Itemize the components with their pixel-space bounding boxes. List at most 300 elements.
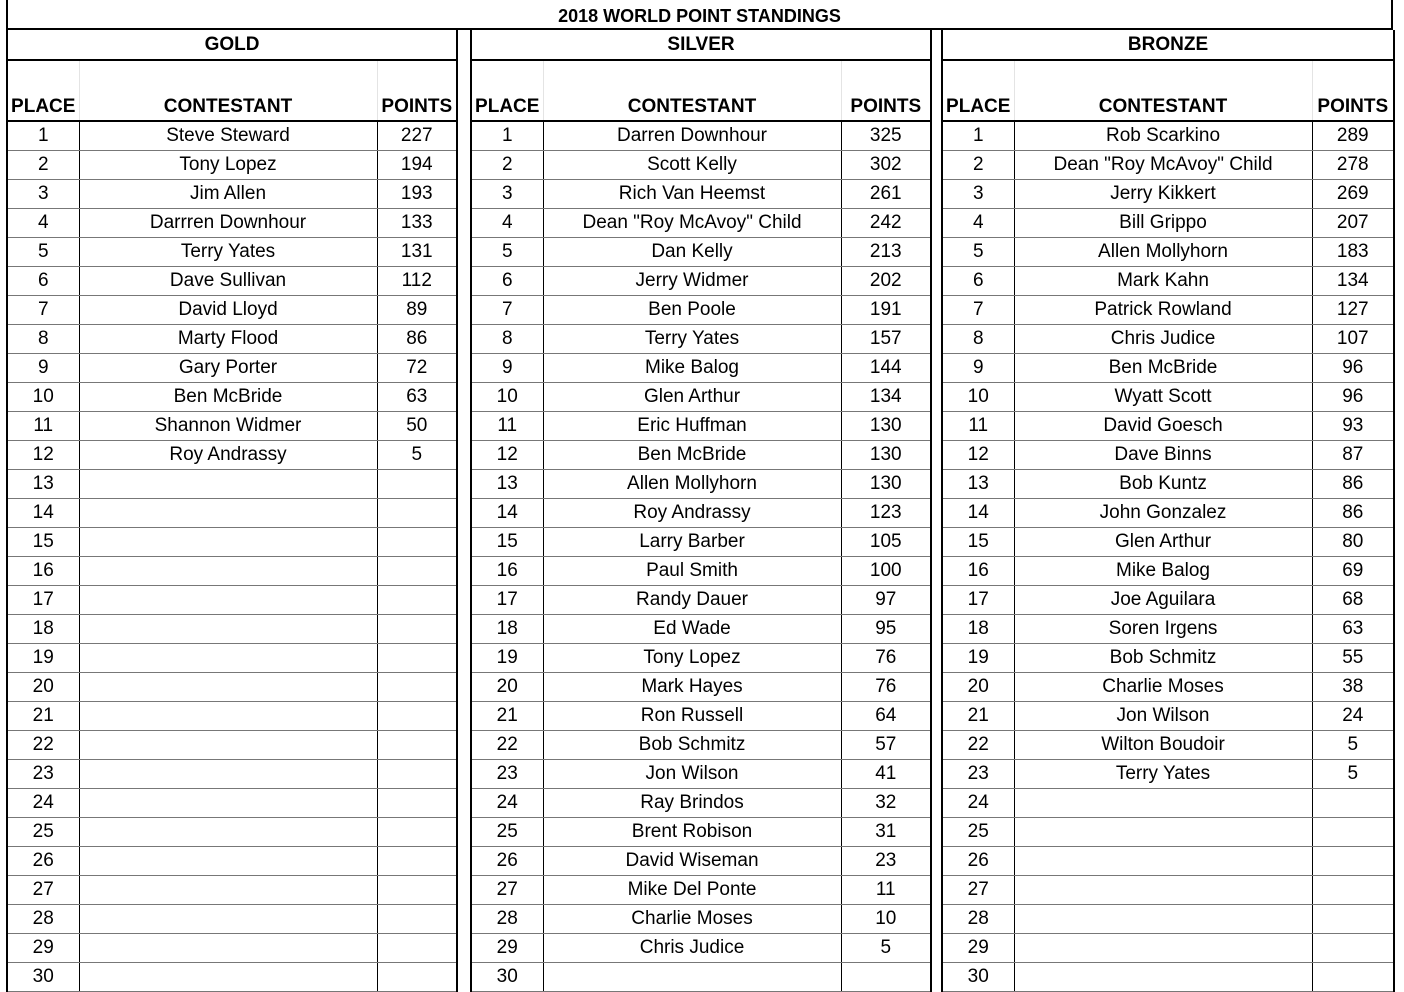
points-cell: 63 xyxy=(1312,615,1394,644)
contestant-cell xyxy=(79,586,377,615)
table-row xyxy=(942,760,1394,789)
contestant-header: CONTESTANT xyxy=(79,60,377,121)
place-cell: 4 xyxy=(942,209,1014,238)
points-cell: 302 xyxy=(841,151,931,180)
table-row xyxy=(7,383,457,412)
table-row xyxy=(7,296,457,325)
contestant-cell: Roy Andrassy xyxy=(79,441,377,470)
table-row xyxy=(7,702,457,731)
points-cell: 157 xyxy=(841,325,931,354)
table-row xyxy=(471,557,931,586)
contestant-cell: Shannon Widmer xyxy=(79,412,377,441)
contestant-cell: Mike Del Ponte xyxy=(543,876,841,905)
table-row xyxy=(471,789,931,818)
place-cell: 2 xyxy=(7,151,79,180)
contestant-cell: Mike Balog xyxy=(1014,557,1312,586)
table-row xyxy=(471,151,931,180)
contestant-cell: Ray Brindos xyxy=(543,789,841,818)
contestant-cell xyxy=(79,644,377,673)
place-cell: 22 xyxy=(942,731,1014,760)
table-row xyxy=(471,905,931,934)
points-cell: 24 xyxy=(1312,702,1394,731)
table-row xyxy=(7,499,457,528)
table-row xyxy=(7,238,457,267)
contestant-cell xyxy=(1014,963,1312,992)
place-cell: 18 xyxy=(471,615,543,644)
points-cell: 207 xyxy=(1312,209,1394,238)
contestant-cell: Randy Dauer xyxy=(543,586,841,615)
points-cell: 213 xyxy=(841,238,931,267)
table-row xyxy=(7,470,457,499)
place-cell: 9 xyxy=(7,354,79,383)
points-cell: 96 xyxy=(1312,383,1394,412)
points-cell xyxy=(377,644,457,673)
contestant-cell: Marty Flood xyxy=(79,325,377,354)
place-cell: 23 xyxy=(471,760,543,789)
contestant-cell: Tony Lopez xyxy=(543,644,841,673)
table-row xyxy=(471,818,931,847)
points-cell: 86 xyxy=(1312,499,1394,528)
contestant-cell: Bill Grippo xyxy=(1014,209,1312,238)
place-cell: 17 xyxy=(471,586,543,615)
place-cell: 12 xyxy=(7,441,79,470)
table-row xyxy=(471,673,931,702)
contestant-cell: Ben McBride xyxy=(79,383,377,412)
points-cell xyxy=(1312,876,1394,905)
table-row xyxy=(942,383,1394,412)
points-cell xyxy=(377,470,457,499)
contestant-cell: Allen Mollyhorn xyxy=(1014,238,1312,267)
contestant-cell: Jon Wilson xyxy=(1014,702,1312,731)
contestant-cell: Terry Yates xyxy=(1014,760,1312,789)
contestant-cell: Bob Kuntz xyxy=(1014,470,1312,499)
place-cell: 1 xyxy=(942,121,1014,151)
points-cell: 5 xyxy=(841,934,931,963)
table-row xyxy=(471,296,931,325)
contestant-header: CONTESTANT xyxy=(543,60,841,121)
contestant-cell: Glen Arthur xyxy=(543,383,841,412)
points-cell: 95 xyxy=(841,615,931,644)
contestant-cell xyxy=(79,731,377,760)
contestant-cell xyxy=(79,847,377,876)
table-row xyxy=(471,760,931,789)
table-row xyxy=(942,644,1394,673)
contestant-cell: Ben McBride xyxy=(543,441,841,470)
points-cell xyxy=(377,963,457,992)
points-cell: 5 xyxy=(377,441,457,470)
place-cell: 16 xyxy=(942,557,1014,586)
contestant-cell: Darren Downhour xyxy=(543,121,841,151)
table-row xyxy=(942,557,1394,586)
points-cell: 89 xyxy=(377,296,457,325)
contestant-cell xyxy=(79,528,377,557)
table-row xyxy=(471,354,931,383)
points-cell: 41 xyxy=(841,760,931,789)
table-row xyxy=(942,528,1394,557)
standings-table xyxy=(6,30,458,992)
points-cell: 134 xyxy=(841,383,931,412)
contestant-cell: Scott Kelly xyxy=(543,151,841,180)
table-row xyxy=(942,789,1394,818)
contestant-cell: David Wiseman xyxy=(543,847,841,876)
table-row xyxy=(7,789,457,818)
contestant-cell: Ed Wade xyxy=(543,615,841,644)
contestant-cell: Darrren Downhour xyxy=(79,209,377,238)
contestant-cell: Eric Huffman xyxy=(543,412,841,441)
contestant-cell: Terry Yates xyxy=(79,238,377,267)
place-cell: 24 xyxy=(7,789,79,818)
points-cell: 183 xyxy=(1312,238,1394,267)
points-cell xyxy=(1312,905,1394,934)
table-row xyxy=(471,209,931,238)
contestant-cell xyxy=(79,789,377,818)
contestant-cell: Terry Yates xyxy=(543,325,841,354)
points-cell: 55 xyxy=(1312,644,1394,673)
table-row xyxy=(471,499,931,528)
contestant-cell: Rich Van Heemst xyxy=(543,180,841,209)
table-row xyxy=(7,325,457,354)
points-cell: 134 xyxy=(1312,267,1394,296)
place-cell: 9 xyxy=(471,354,543,383)
place-cell: 7 xyxy=(471,296,543,325)
place-cell: 3 xyxy=(7,180,79,209)
points-cell: 72 xyxy=(377,354,457,383)
place-cell: 22 xyxy=(7,731,79,760)
place-cell: 17 xyxy=(942,586,1014,615)
points-cell xyxy=(377,499,457,528)
points-cell: 107 xyxy=(1312,325,1394,354)
contestant-cell: Soren Irgens xyxy=(1014,615,1312,644)
contestant-cell: Jon Wilson xyxy=(543,760,841,789)
contestant-cell: Ben Poole xyxy=(543,296,841,325)
place-cell: 14 xyxy=(471,499,543,528)
place-cell: 20 xyxy=(7,673,79,702)
place-cell: 11 xyxy=(471,412,543,441)
table-row xyxy=(7,731,457,760)
table-row xyxy=(942,325,1394,354)
points-cell xyxy=(1312,963,1394,992)
contestant-cell: Ben McBride xyxy=(1014,354,1312,383)
points-cell: 194 xyxy=(377,151,457,180)
points-cell: 130 xyxy=(841,412,931,441)
contestant-cell: Mike Balog xyxy=(543,354,841,383)
place-header: PLACE xyxy=(942,60,1014,121)
points-cell: 31 xyxy=(841,818,931,847)
contestant-cell xyxy=(79,963,377,992)
place-cell: 15 xyxy=(942,528,1014,557)
points-cell xyxy=(377,586,457,615)
points-header: POINTS xyxy=(841,60,931,121)
contestant-cell: Paul Smith xyxy=(543,557,841,586)
table-row xyxy=(7,963,457,992)
place-cell: 20 xyxy=(942,673,1014,702)
table-row xyxy=(942,934,1394,963)
place-cell: 19 xyxy=(942,644,1014,673)
contestant-cell: Chris Judice xyxy=(1014,325,1312,354)
contestant-cell xyxy=(1014,847,1312,876)
table-row xyxy=(942,615,1394,644)
table-row xyxy=(942,121,1394,151)
place-cell: 8 xyxy=(7,325,79,354)
place-cell: 14 xyxy=(7,499,79,528)
points-cell: 127 xyxy=(1312,296,1394,325)
contestant-cell: Bob Schmitz xyxy=(1014,644,1312,673)
place-cell: 26 xyxy=(471,847,543,876)
points-cell: 202 xyxy=(841,267,931,296)
place-cell: 2 xyxy=(942,151,1014,180)
points-cell: 50 xyxy=(377,412,457,441)
points-cell: 96 xyxy=(1312,354,1394,383)
table-row xyxy=(471,238,931,267)
place-cell: 27 xyxy=(942,876,1014,905)
points-cell xyxy=(1312,789,1394,818)
points-cell xyxy=(377,528,457,557)
contestant-cell xyxy=(79,702,377,731)
place-cell: 29 xyxy=(471,934,543,963)
contestant-cell: Allen Mollyhorn xyxy=(543,470,841,499)
place-cell: 14 xyxy=(942,499,1014,528)
points-cell: 69 xyxy=(1312,557,1394,586)
place-cell: 27 xyxy=(471,876,543,905)
contestant-cell xyxy=(79,876,377,905)
place-cell: 18 xyxy=(942,615,1014,644)
section-title: GOLD xyxy=(7,30,457,60)
place-cell: 9 xyxy=(942,354,1014,383)
place-cell: 16 xyxy=(471,557,543,586)
points-cell: 289 xyxy=(1312,121,1394,151)
place-cell: 7 xyxy=(942,296,1014,325)
table-row xyxy=(7,209,457,238)
points-cell: 93 xyxy=(1312,412,1394,441)
points-cell: 86 xyxy=(377,325,457,354)
place-cell: 12 xyxy=(942,441,1014,470)
points-cell xyxy=(841,963,931,992)
table-row xyxy=(7,818,457,847)
points-cell: 193 xyxy=(377,180,457,209)
table-row xyxy=(471,121,931,151)
place-header: PLACE xyxy=(471,60,543,121)
contestant-cell: Charlie Moses xyxy=(1014,673,1312,702)
contestant-cell: Roy Andrassy xyxy=(543,499,841,528)
place-cell: 1 xyxy=(471,121,543,151)
table-row xyxy=(942,963,1394,992)
place-cell: 27 xyxy=(7,876,79,905)
place-cell: 13 xyxy=(7,470,79,499)
section-title: BRONZE xyxy=(942,30,1394,60)
place-cell: 13 xyxy=(471,470,543,499)
place-cell: 8 xyxy=(471,325,543,354)
points-cell: 130 xyxy=(841,441,931,470)
contestant-cell: Brent Robison xyxy=(543,818,841,847)
table-row xyxy=(471,847,931,876)
table-row xyxy=(7,412,457,441)
contestant-header: CONTESTANT xyxy=(1014,60,1312,121)
points-cell xyxy=(377,818,457,847)
points-cell: 112 xyxy=(377,267,457,296)
points-cell: 261 xyxy=(841,180,931,209)
contestant-cell xyxy=(79,818,377,847)
points-cell xyxy=(377,905,457,934)
table-row xyxy=(942,731,1394,760)
place-cell: 3 xyxy=(942,180,1014,209)
bronze-section xyxy=(941,30,1395,992)
page-title: 2018 WORLD POINT STANDINGS xyxy=(6,0,1393,30)
points-header: POINTS xyxy=(377,60,457,121)
place-cell: 20 xyxy=(471,673,543,702)
place-cell: 28 xyxy=(7,905,79,934)
contestant-cell: Joe Aguilara xyxy=(1014,586,1312,615)
points-cell xyxy=(377,702,457,731)
place-cell: 24 xyxy=(471,789,543,818)
points-cell: 242 xyxy=(841,209,931,238)
points-cell xyxy=(1312,934,1394,963)
table-row xyxy=(471,412,931,441)
table-row xyxy=(942,876,1394,905)
table-row xyxy=(7,557,457,586)
points-cell: 131 xyxy=(377,238,457,267)
table-row xyxy=(471,325,931,354)
place-cell: 5 xyxy=(942,238,1014,267)
table-row xyxy=(471,731,931,760)
place-cell: 10 xyxy=(942,383,1014,412)
place-cell: 11 xyxy=(7,412,79,441)
contestant-cell: John Gonzalez xyxy=(1014,499,1312,528)
place-cell: 5 xyxy=(471,238,543,267)
contestant-cell: David Goesch xyxy=(1014,412,1312,441)
points-cell: 130 xyxy=(841,470,931,499)
contestant-cell: Glen Arthur xyxy=(1014,528,1312,557)
table-row xyxy=(942,818,1394,847)
place-cell: 18 xyxy=(7,615,79,644)
table-row xyxy=(942,673,1394,702)
place-cell: 22 xyxy=(471,731,543,760)
table-row xyxy=(7,121,457,151)
points-cell: 76 xyxy=(841,644,931,673)
contestant-cell: Wilton Boudoir xyxy=(1014,731,1312,760)
contestant-cell: Jerry Kikkert xyxy=(1014,180,1312,209)
table-row xyxy=(7,760,457,789)
points-cell: 105 xyxy=(841,528,931,557)
place-cell: 25 xyxy=(471,818,543,847)
table-row xyxy=(471,528,931,557)
place-cell: 21 xyxy=(942,702,1014,731)
points-cell: 32 xyxy=(841,789,931,818)
contestant-cell xyxy=(1014,789,1312,818)
contestant-cell xyxy=(1014,818,1312,847)
points-cell: 87 xyxy=(1312,441,1394,470)
table-row xyxy=(471,963,931,992)
place-cell: 13 xyxy=(942,470,1014,499)
table-row xyxy=(471,267,931,296)
place-cell: 21 xyxy=(471,702,543,731)
place-cell: 24 xyxy=(942,789,1014,818)
points-cell: 5 xyxy=(1312,760,1394,789)
points-cell xyxy=(1312,847,1394,876)
points-header: POINTS xyxy=(1312,60,1394,121)
contestant-cell xyxy=(1014,934,1312,963)
contestant-cell: Charlie Moses xyxy=(543,905,841,934)
place-cell: 29 xyxy=(7,934,79,963)
contestant-cell xyxy=(79,760,377,789)
place-cell: 4 xyxy=(7,209,79,238)
contestant-cell: Dean "Roy McAvoy" Child xyxy=(1014,151,1312,180)
points-cell: 10 xyxy=(841,905,931,934)
points-cell: 86 xyxy=(1312,470,1394,499)
points-cell: 97 xyxy=(841,586,931,615)
place-cell: 29 xyxy=(942,934,1014,963)
contestant-cell: Mark Kahn xyxy=(1014,267,1312,296)
contestant-cell: Jerry Widmer xyxy=(543,267,841,296)
table-row xyxy=(7,267,457,296)
points-cell: 64 xyxy=(841,702,931,731)
standings-table xyxy=(470,30,932,992)
points-cell xyxy=(377,731,457,760)
contestant-cell: Bob Schmitz xyxy=(543,731,841,760)
points-cell: 278 xyxy=(1312,151,1394,180)
contestant-cell: Dan Kelly xyxy=(543,238,841,267)
table-row xyxy=(942,847,1394,876)
place-cell: 23 xyxy=(942,760,1014,789)
place-cell: 23 xyxy=(7,760,79,789)
table-row xyxy=(7,615,457,644)
points-cell: 191 xyxy=(841,296,931,325)
points-cell: 80 xyxy=(1312,528,1394,557)
table-row xyxy=(942,905,1394,934)
points-cell xyxy=(377,876,457,905)
table-row xyxy=(7,441,457,470)
place-cell: 6 xyxy=(471,267,543,296)
place-cell: 10 xyxy=(471,383,543,412)
place-cell: 25 xyxy=(7,818,79,847)
table-row xyxy=(7,644,457,673)
points-cell: 5 xyxy=(1312,731,1394,760)
contestant-cell: Patrick Rowland xyxy=(1014,296,1312,325)
contestant-cell xyxy=(79,673,377,702)
place-cell: 25 xyxy=(942,818,1014,847)
contestant-cell xyxy=(1014,905,1312,934)
place-cell: 8 xyxy=(942,325,1014,354)
table-row xyxy=(7,876,457,905)
contestant-cell xyxy=(79,557,377,586)
points-cell: 269 xyxy=(1312,180,1394,209)
contestant-cell xyxy=(79,615,377,644)
place-cell: 5 xyxy=(7,238,79,267)
place-cell: 30 xyxy=(471,963,543,992)
place-cell: 30 xyxy=(7,963,79,992)
table-row xyxy=(471,180,931,209)
table-row xyxy=(942,354,1394,383)
table-row xyxy=(942,470,1394,499)
gold-section xyxy=(6,30,458,992)
table-row xyxy=(471,934,931,963)
table-row xyxy=(471,470,931,499)
points-cell: 76 xyxy=(841,673,931,702)
points-cell xyxy=(1312,818,1394,847)
contestant-cell: Chris Judice xyxy=(543,934,841,963)
table-row xyxy=(7,151,457,180)
points-cell: 63 xyxy=(377,383,457,412)
table-row xyxy=(471,441,931,470)
contestant-cell: Larry Barber xyxy=(543,528,841,557)
points-cell: 123 xyxy=(841,499,931,528)
points-cell xyxy=(377,557,457,586)
table-row xyxy=(7,586,457,615)
contestant-cell: Rob Scarkino xyxy=(1014,121,1312,151)
contestant-cell xyxy=(79,934,377,963)
points-cell: 100 xyxy=(841,557,931,586)
place-cell: 26 xyxy=(7,847,79,876)
table-row xyxy=(471,383,931,412)
